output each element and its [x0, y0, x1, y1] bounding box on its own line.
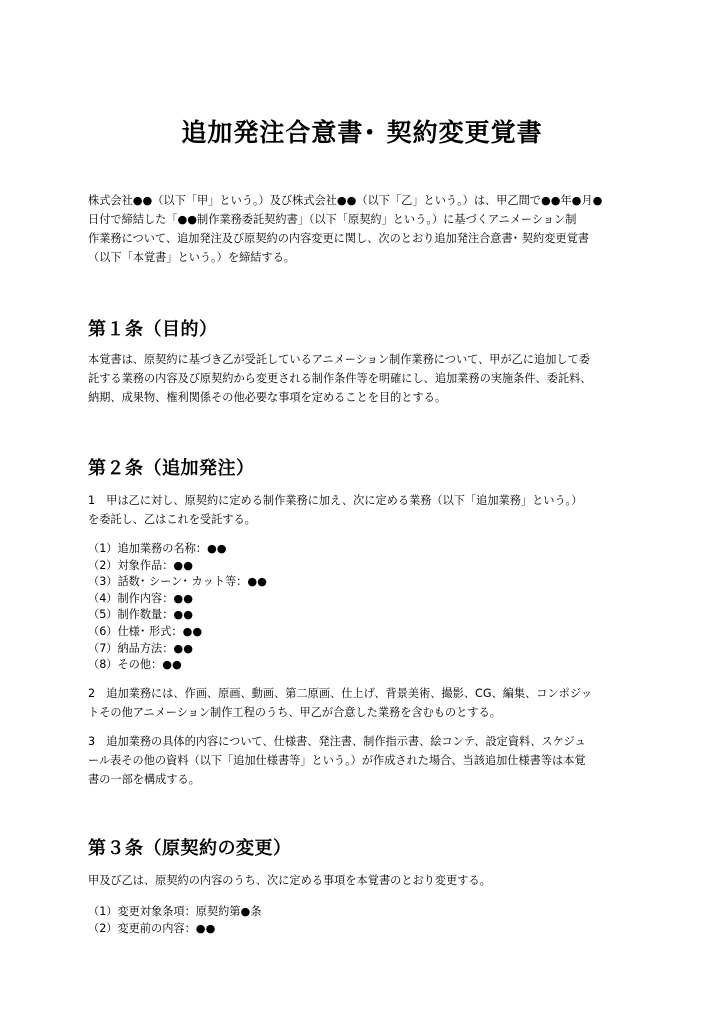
article2-clause1 [88, 491, 636, 529]
article1-line: 本覚書は、原契約に基づき乙が受託しているアニメーション制作業務について、甲が乙に追加して委 [88, 353, 590, 366]
list-item: （1）変更対象条項：原契約第●条 [88, 905, 262, 918]
clause1-line: を委託し、乙はこれを受託する。 [88, 513, 256, 526]
article3-heading: 第３条（原契約の変更） [88, 838, 292, 859]
article1-body [88, 350, 636, 407]
clause2-line: 2 追加業務には、作画、原画、動画、第二原画、仕上げ、背景美術、撮影、CG、編集、コンポジッ [88, 687, 593, 700]
article3-item-list [88, 904, 636, 937]
article2-heading: 第２条（追加発注） [88, 458, 255, 479]
preamble-line: 株式会社●●（以下「甲」という。）及び株式会社●●（以下「乙」という。）は、甲乙間で●●年●月● [88, 194, 603, 207]
article2-clause2 [88, 684, 636, 722]
article2-item-list [88, 541, 636, 674]
clause3-line: 書の一部を構成する。 [88, 773, 200, 786]
clause2-line: トその他アニメーション制作工程のうち、甲乙が合意した業務を含むものとする。 [88, 706, 501, 719]
preamble [88, 191, 636, 267]
preamble-line: （以下「本覚書」という。）を締結する。 [88, 251, 295, 264]
article1-line: 納期、成果物、権利関係その他必要な事項を定めることを目的とする。 [88, 391, 447, 404]
list-item: （8）その他：●● [88, 658, 182, 672]
article2-clause3 [88, 732, 636, 789]
clause3-line: ール表その他の資料（以下「追加仕様書等」という。）が作成された場合、当該追加仕様書等は本覚 [88, 754, 586, 767]
list-item: （4）制作内容：●● [88, 591, 193, 605]
clause1-line: 1 甲は乙に対し、原契約に定める制作業務に加え、次に定める業務（以下「追加業務」という。） [88, 494, 583, 507]
list-item: （2）変更前の内容：●● [88, 921, 216, 935]
article3-body [88, 871, 636, 890]
list-item: （3）話数･ シーン･ カット等：●● [88, 575, 267, 589]
article1-line: 託する業務の内容及び原契約から変更される制作条件等を明確にし、追加業務の実施条件、委託料、 [88, 372, 592, 385]
preamble-line: 作業務について、追加発注及び原契約の内容変更に関し、次のとおり追加発注合意書･ 契約変更覚書 [88, 232, 589, 245]
list-item: （6）仕様･ 形式：●● [88, 624, 203, 638]
article1-heading: 第１条（目的） [88, 319, 218, 340]
list-item: （7）納品方法：●● [88, 641, 193, 655]
article3-line: 甲及び乙は、原契約の内容のうち、次に定める事項を本覚書のとおり変更する。 [88, 874, 491, 887]
document-title: 追加発注合意書･ 契約変更覚書 [181, 118, 543, 147]
preamble-line: 日付で締結した「●●制作業務委託契約書」（以下「原契約」という。）に基づくアニメーション制 [88, 213, 577, 226]
list-item: （2）対象作品：●● [88, 558, 193, 572]
clause3-line: 3 追加業務の具体的内容について、仕様書、発注書、制作指示書、絵コンテ、設定資料、スケジュ [88, 735, 586, 748]
list-item: （1）追加業務の名称：●● [88, 542, 227, 555]
list-item: （5）制作数量：●● [88, 608, 193, 622]
